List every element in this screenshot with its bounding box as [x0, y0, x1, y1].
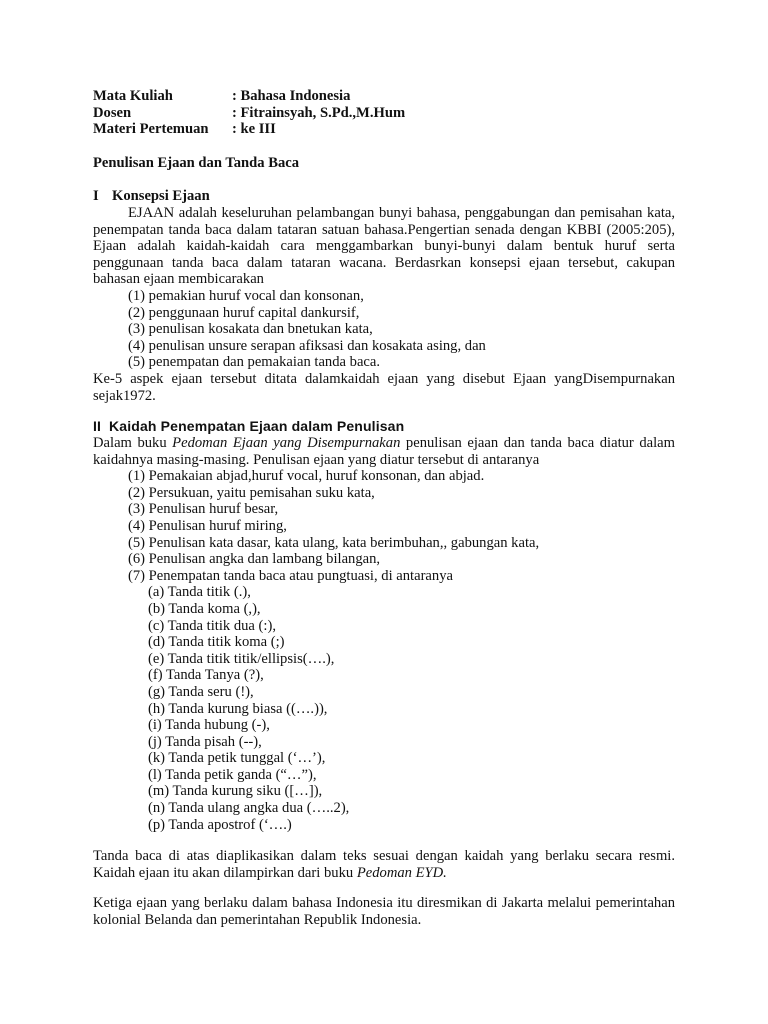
list-item: (4) penulisan unsure serapan afiksasi dan kosakata asing, dan	[128, 337, 486, 354]
list-item: (7) Penempatan tanda baca atau pungtuasi, di antaranya	[128, 567, 453, 584]
list-item: (1) pemakian huruf vocal dan konsonan,	[128, 287, 364, 304]
list-item: (2) penggunaan huruf capital dankursif,	[128, 304, 360, 321]
list-item: (3) penulisan kosakata dan bnetukan kata,	[128, 321, 373, 338]
header-value: : Bahasa Indonesia	[232, 88, 351, 104]
section2-number: II	[93, 418, 102, 434]
sub-list-item: (m) Tanda kurung siku ([…]),	[148, 783, 323, 800]
section1-closing: Ke-5 aspek ejaan tersebut ditata dalamkaidah ejaan yang disebut Ejaan yangDisempurnakan sejak1972.	[93, 370, 675, 404]
list-item: (5) penempatan dan pemakaian tanda baca.	[128, 354, 381, 371]
header-row-course	[93, 88, 405, 105]
sub-list-item: (p) Tanda apostrof (‘….)	[148, 816, 292, 833]
sub-list-item: (a) Tanda titik (.),	[148, 584, 251, 601]
sub-list-item: (j) Tanda pisah (--),	[148, 733, 262, 750]
list-item: (4) Penulisan huruf miring,	[128, 517, 287, 534]
sub-list-item: (k) Tanda petik tunggal (‘…’),	[148, 750, 326, 767]
paragraph-text: Tanda baca di atas diaplikasikan dalam teks sesuai dengan kaidah yang berlaku secara resmi. Kaidah ejaan itu akan dilampirkan dari buku	[93, 848, 675, 881]
section2-paragraph-1	[93, 848, 675, 881]
paragraph: Ketiga ejaan yang berlaku dalam bahasa Indonesia itu diresmikan di Jakarta melalui pemerintahan kolonial Belanda dan pemerintahan Republik Indonesia.	[93, 895, 675, 928]
sub-list-item: (b) Tanda koma (,),	[148, 600, 261, 617]
sub-list-item: (i) Tanda hubung (-),	[148, 717, 270, 734]
list-item: (2) Persukuan, yaitu pemisahan suku kata,	[128, 484, 375, 501]
section2-heading	[93, 418, 404, 435]
intro-text: Dalam buku	[93, 435, 173, 451]
section2-body	[93, 435, 675, 833]
sub-list-item: (h) Tanda kurung biasa ((….)),	[148, 700, 328, 717]
section1-body	[93, 205, 675, 404]
paragraph	[93, 848, 675, 881]
list-item: (6) Penulisan angka dan lambang bilangan,	[128, 551, 381, 568]
list-item: (5) Penulisan kata dasar, kata ulang, kata berimbuhan,, gabungan kata,	[128, 534, 540, 551]
section2-paragraph-2	[93, 895, 675, 928]
sub-list-item: (e) Tanda titik titik/ellipsis(….),	[148, 650, 335, 667]
header-row-meeting	[93, 121, 405, 138]
header-value: : Fitrainsyah, S.Pd.,M.Hum	[232, 104, 406, 121]
book-title-italic: Pedoman EYD.	[356, 864, 447, 881]
sub-list-item: (c) Tanda titik dua (:),	[148, 617, 276, 634]
section2-intro	[93, 435, 675, 468]
header-label: Dosen	[93, 104, 132, 121]
section2-title: Kaidah Penempatan Ejaan dalam Penulisan	[109, 418, 405, 434]
document-title: Penulisan Ejaan dan Tanda Baca	[93, 155, 300, 171]
sub-list-item: (f) Tanda Tanya (?),	[148, 667, 264, 684]
header-label: Materi Pertemuan	[93, 121, 209, 138]
sub-list-item: (g) Tanda seru (!),	[148, 683, 254, 700]
section1-intro: EJAAN adalah keseluruhan pelambangan bunyi bahasa, penggabungan dan pemisahan kata, penempatan tanda baca dalam tataran satuan bahasa.Pengertian senada dengan KBBI (2005:205), Ejaan adalah kaidah-kaidah cara menggambarkan bunyi-bunyi dalam bentuk huruf serta penggunaan tanda baca dalam tataran wacana. Berdasrkan konsepsi ejaan tersebut, cakupan bahasan ejaan membicarakan	[93, 205, 675, 288]
list-item: (3) Penulisan huruf besar,	[128, 501, 279, 518]
sub-list-item: (d) Tanda titik koma (;)	[148, 634, 285, 651]
section1-title: Konsepsi Ejaan	[112, 188, 210, 204]
section1-heading	[93, 188, 210, 205]
sub-list-item: (l) Tanda petik ganda (“…”),	[148, 766, 317, 783]
header-value: : ke III	[232, 121, 276, 138]
section1-number: I	[93, 188, 99, 204]
list-item: (1) Pemakaian abjad,huruf vocal, huruf konsonan, dan abjad.	[128, 468, 485, 485]
header-label: Mata Kuliah	[93, 88, 173, 104]
sub-list-item: (n) Tanda ulang angka dua (…..2),	[148, 800, 350, 817]
header-row-lecturer	[93, 105, 405, 122]
intro-text: penulisan ejaan dan tanda baca diatur dalam kaidahnya masing-masing. Penulisan ejaan yang diatur tersebut di antaranya	[93, 435, 675, 468]
book-title-italic: Pedoman Ejaan yang Disempurnakan	[172, 435, 401, 451]
course-header	[93, 88, 405, 138]
